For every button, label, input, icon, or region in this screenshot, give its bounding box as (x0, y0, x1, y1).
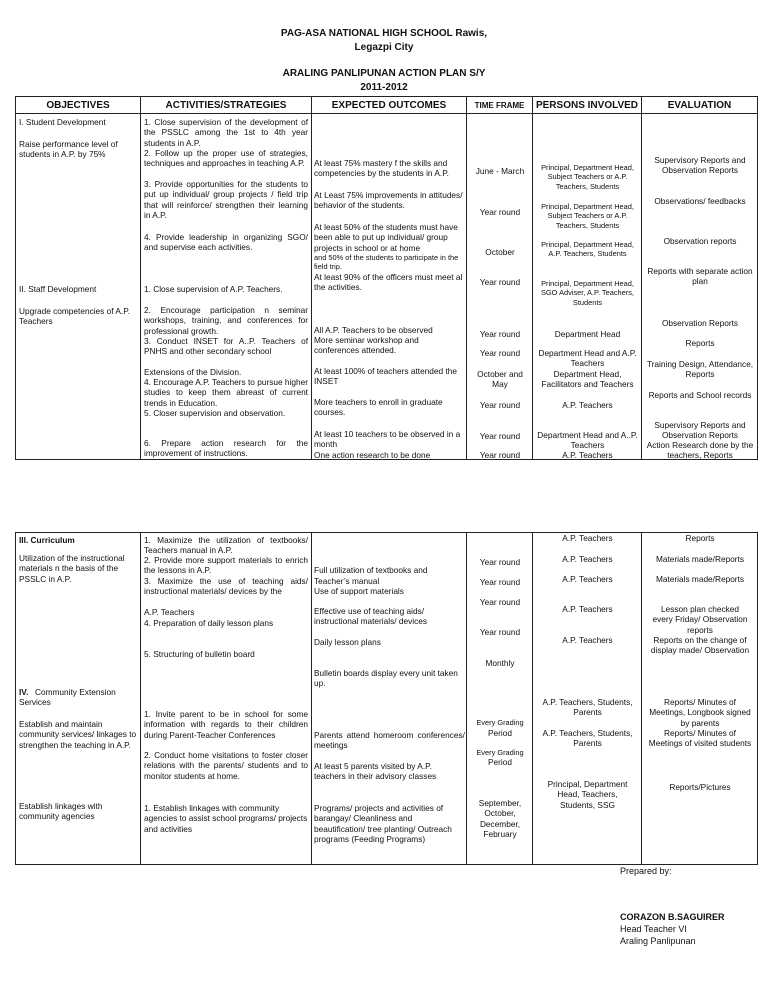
persons-text: Department Head (554, 329, 621, 339)
evaluation-text: Action Research done by the teachers, Reports (646, 440, 754, 461)
prepared-by-label: Prepared by: (620, 866, 672, 876)
persons-text: Principal, Department Head, SGO Adviser, A.P. Teachers, Students (541, 279, 634, 307)
evaluation-text: Training Design, Attendance, Reports (646, 359, 754, 380)
outcome-text: Teacher’s manual (314, 576, 380, 586)
timeframe-text: Year round (479, 557, 521, 567)
activity-text: 5. Closer supervision and observation. (144, 408, 286, 418)
activity-text: 3. Maximize the use of teaching aids/ instructional materials/ devices by the (144, 576, 308, 597)
timeframe-text: Every Grading (476, 718, 524, 727)
activity-text: 2. Encourage participation n seminar workshops, training, and conferences for professional growth. (144, 305, 308, 336)
evaluation-text: Lesson plan checked every Friday/ Observation reports (652, 604, 748, 635)
outcome-text: More teachers to enroll in graduate courses. (314, 397, 443, 418)
evaluation-text: Observation Reports (661, 318, 739, 328)
objective-text: Establish linkages with community agencies (19, 801, 103, 822)
objective-heading: IV. (19, 687, 29, 697)
signatory-department: Araling Panlipunan (620, 936, 696, 946)
signatory-name: CORAZON B.SAGUIRER (620, 912, 725, 922)
activity-text: 4. Encourage A.P. Teachers to pursue higher studies to keep them abreast of current trends in Education. (144, 377, 308, 408)
outcome-text: At least 10 teachers to be observed in a month (314, 429, 461, 450)
objectives-cell (16, 533, 141, 865)
activity-text: 3. Provide opportunities for the students to put up individual/ group projects / field trip that will reinforce/ strengthen their learning in A.P. (144, 179, 308, 221)
evaluation-text: Materials made/Reports (655, 554, 745, 564)
evaluation-text: Reports/ Minutes of Meetings of visited students (648, 728, 752, 749)
activities-cell (141, 114, 312, 460)
outcome-text: At least 50% of the students must have been able to put up individual/ group projects in school or at home (314, 222, 458, 253)
action-plan-table-2 (15, 532, 758, 865)
activity-text: 1. Close supervision of the development of the PSSLC among the 1st to 4th year students in A.P. (144, 117, 308, 148)
timeframe-text: Year round (479, 450, 521, 460)
persons-cell (533, 114, 642, 460)
evaluation-text: Supervisory Reports and Observation Reports (654, 155, 746, 176)
evaluation-text: Reports on the change of display made/ Observation (650, 635, 750, 656)
persons-text: A.P. Teachers (562, 450, 613, 460)
persons-text: Principal, Department Head, Subject Teachers or A.P. Teachers, Students (541, 163, 634, 191)
outcomes-cell (312, 114, 467, 460)
persons-text: A.P. Teachers (562, 533, 613, 543)
timeframe-text: Year round (479, 400, 521, 410)
outcome-text: Programs/ projects and activities of barangay/ Cleanliness and beautification/ tree planting/ Outreach programs (Feeding Programs) (314, 803, 452, 845)
column-header-activities: ACTIVITIES/STRATEGIES (141, 97, 312, 114)
evaluation-text: Materials made/Reports (655, 574, 745, 584)
persons-cell (533, 533, 642, 865)
persons-text: A.P. Teachers, Students, Parents (542, 728, 633, 749)
activity-text: 4. Preparation of daily lesson plans (144, 618, 274, 628)
outcome-text: One action research to be done (314, 450, 431, 460)
column-header-persons: PERSONS INVOLVED (533, 97, 642, 114)
timeframe-text: Year round (479, 277, 521, 287)
persons-text: Department Head and A.P. Teachers (538, 348, 637, 369)
activity-text: 4. Provide leadership in organizing SGO/ and supervise each activities. (144, 232, 308, 253)
persons-text: A.P. Teachers (562, 574, 613, 584)
objective-text: I. Student Development (19, 117, 106, 127)
action-plan-table-1 (15, 96, 758, 460)
timeframe-text: Monthly (485, 658, 515, 668)
column-header-timeframe: TIME FRAME (467, 97, 533, 114)
objective-text: Community Extension Services (19, 687, 116, 708)
outcome-text: At least 90% of the officers must meet al the activities. (314, 272, 463, 293)
column-header-evaluation: EVALUATION (642, 97, 758, 114)
activity-text: 1. Maximize the utilization of textbooks/ Teachers manual in A.P. (144, 535, 308, 556)
persons-text: Principal, Department Head, Teachers, Students, SSG (547, 779, 628, 810)
persons-text: A.P. Teachers (562, 604, 613, 614)
outcome-text: Parents attend homeroom conferences/ meetings (314, 730, 465, 751)
plan-title: ARALING PANLIPUNAN ACTION PLAN S/Y (282, 68, 486, 79)
activities-cell (141, 533, 312, 865)
persons-text: Principal, Department Head, A.P. Teachers, Students (541, 240, 634, 259)
outcome-text: All A.P. Teachers to be observed (314, 325, 433, 335)
persons-text: Department Head, Facilitators and Teachers (541, 369, 634, 390)
objective-text: Utilization of the instructional materials n the basis of the PSSLC in A.P. (19, 553, 125, 584)
evaluation-text: Observations/ feedbacks (654, 196, 746, 206)
objective-text: Raise performance level of students in A.P. by 75% (19, 139, 118, 160)
objective-text: Establish and maintain community services/ linkages to strengthen the teaching in A.P. (19, 719, 137, 750)
timeframe-cell (467, 114, 533, 460)
evaluation-cell (642, 533, 758, 865)
timeframe-text: Year round (479, 348, 521, 358)
activity-text: 3. Conduct INSET for A..P. Teachers of PNHS and other secondary school (144, 336, 308, 357)
activity-text: 2. Conduct home visitations to foster closer relations with the parents/ students and to monitor students at home. (144, 750, 308, 781)
timeframe-text: Year round (479, 577, 521, 587)
persons-text: A.P. Teachers (562, 400, 613, 410)
objective-text: Upgrade competencies of A.P. Teachers (19, 306, 131, 327)
timeframe-text: October and May (477, 369, 523, 390)
timeframe-text: Year round (479, 431, 521, 441)
school-year: 2011-2012 (360, 82, 408, 93)
activity-text: 1. Invite parent to be in school for some information with regards to their children during Parent-Teacher Conferences (144, 709, 308, 740)
objectives-cell (16, 114, 141, 460)
objective-heading: III. Curriculum (19, 535, 75, 545)
evaluation-text: Supervisory Reports and Observation Reports (654, 420, 746, 441)
timeframe-cell (467, 533, 533, 865)
outcome-text: Bulletin boards display every unit taken up. (314, 668, 458, 689)
timeframe-text: Year round (479, 329, 521, 339)
activity-text: 2. Provide more support materials to enrich the lessons in A.P. (144, 555, 308, 576)
school-city: Legazpi City (354, 42, 414, 53)
activity-text: 2. Follow up the proper use of strategies, techniques and approaches in teaching A.P. (144, 148, 308, 169)
outcome-text: More seminar workshop and conferences attended. (314, 335, 419, 356)
timeframe-text: September, October, December, February (478, 798, 522, 840)
timeframe-text: Period (488, 728, 512, 738)
activity-text: 1. Close supervision of A.P. Teachers. (144, 284, 283, 294)
evaluation-text: Reports and School records (648, 390, 752, 400)
column-header-outcomes: EXPECTED OUTCOMES (312, 97, 467, 114)
school-name: PAG-ASA NATIONAL HIGH SCHOOL Rawis, (280, 28, 488, 39)
outcome-text: and 50% of the students to participate in the field trip. (314, 253, 459, 272)
evaluation-text: Observation reports (663, 236, 737, 246)
evaluation-text: Reports with separate action plan (647, 266, 753, 287)
outcome-text: At least 75% mastery f the skills and competencies by the students in A.P. (314, 158, 449, 179)
activity-text: 1. Establish linkages with community agencies to assist school programs/ projects and activities (144, 803, 308, 834)
activity-text: Extensions of the Division. (144, 367, 242, 377)
evaluation-text: Reports (685, 533, 715, 543)
outcome-text: Use of support materials (314, 586, 404, 596)
activity-text: 5. Structuring of bulletin board (144, 649, 255, 659)
persons-text: A.P. Teachers (562, 554, 613, 564)
outcome-text: Effective use of teaching aids/ instructional materials/ devices (314, 606, 427, 627)
outcome-text: At least 5 parents visited by A.P. teachers in their advisory classes (314, 761, 437, 782)
column-header-objectives: OBJECTIVES (16, 97, 141, 114)
timeframe-text: Year round (479, 207, 521, 217)
persons-text: A.P. Teachers (562, 635, 613, 645)
outcome-text: At Least 75% improvements in attitudes/ behavior of the students. (314, 190, 463, 211)
evaluation-text: Reports (685, 338, 715, 348)
persons-text: Principal, Department Head, Subject Teachers or A.P. Teachers, Students (541, 202, 634, 230)
timeframe-text: October (485, 247, 515, 257)
timeframe-text: Period (488, 757, 512, 767)
evaluation-text: Reports/ Minutes of Meetings, Longbook signed by parents (649, 697, 751, 728)
evaluation-text: Reports/Pictures (669, 782, 731, 792)
activity-text: A.P. Teachers (144, 607, 195, 617)
activity-text: 6. Prepare action research for the improvement of instructions. (144, 438, 308, 459)
outcome-text: Full utilization of textbooks and (314, 565, 428, 575)
evaluation-cell (642, 114, 758, 460)
timeframe-text: June - March (475, 166, 525, 176)
outcome-text: At least 100% of teachers attended the INSET (314, 366, 457, 387)
timeframe-text: Year round (479, 627, 521, 637)
timeframe-text: Year round (479, 597, 521, 607)
timeframe-text: Every Grading (476, 748, 524, 757)
outcomes-cell (312, 533, 467, 865)
persons-text: Department Head and A..P. Teachers (537, 430, 638, 451)
signatory-title: Head Teacher VI (620, 924, 687, 934)
outcome-text: Daily lesson plans (314, 637, 381, 647)
persons-text: A.P. Teachers, Students, Parents (542, 697, 633, 718)
objective-text: II. Staff Development (19, 284, 97, 294)
